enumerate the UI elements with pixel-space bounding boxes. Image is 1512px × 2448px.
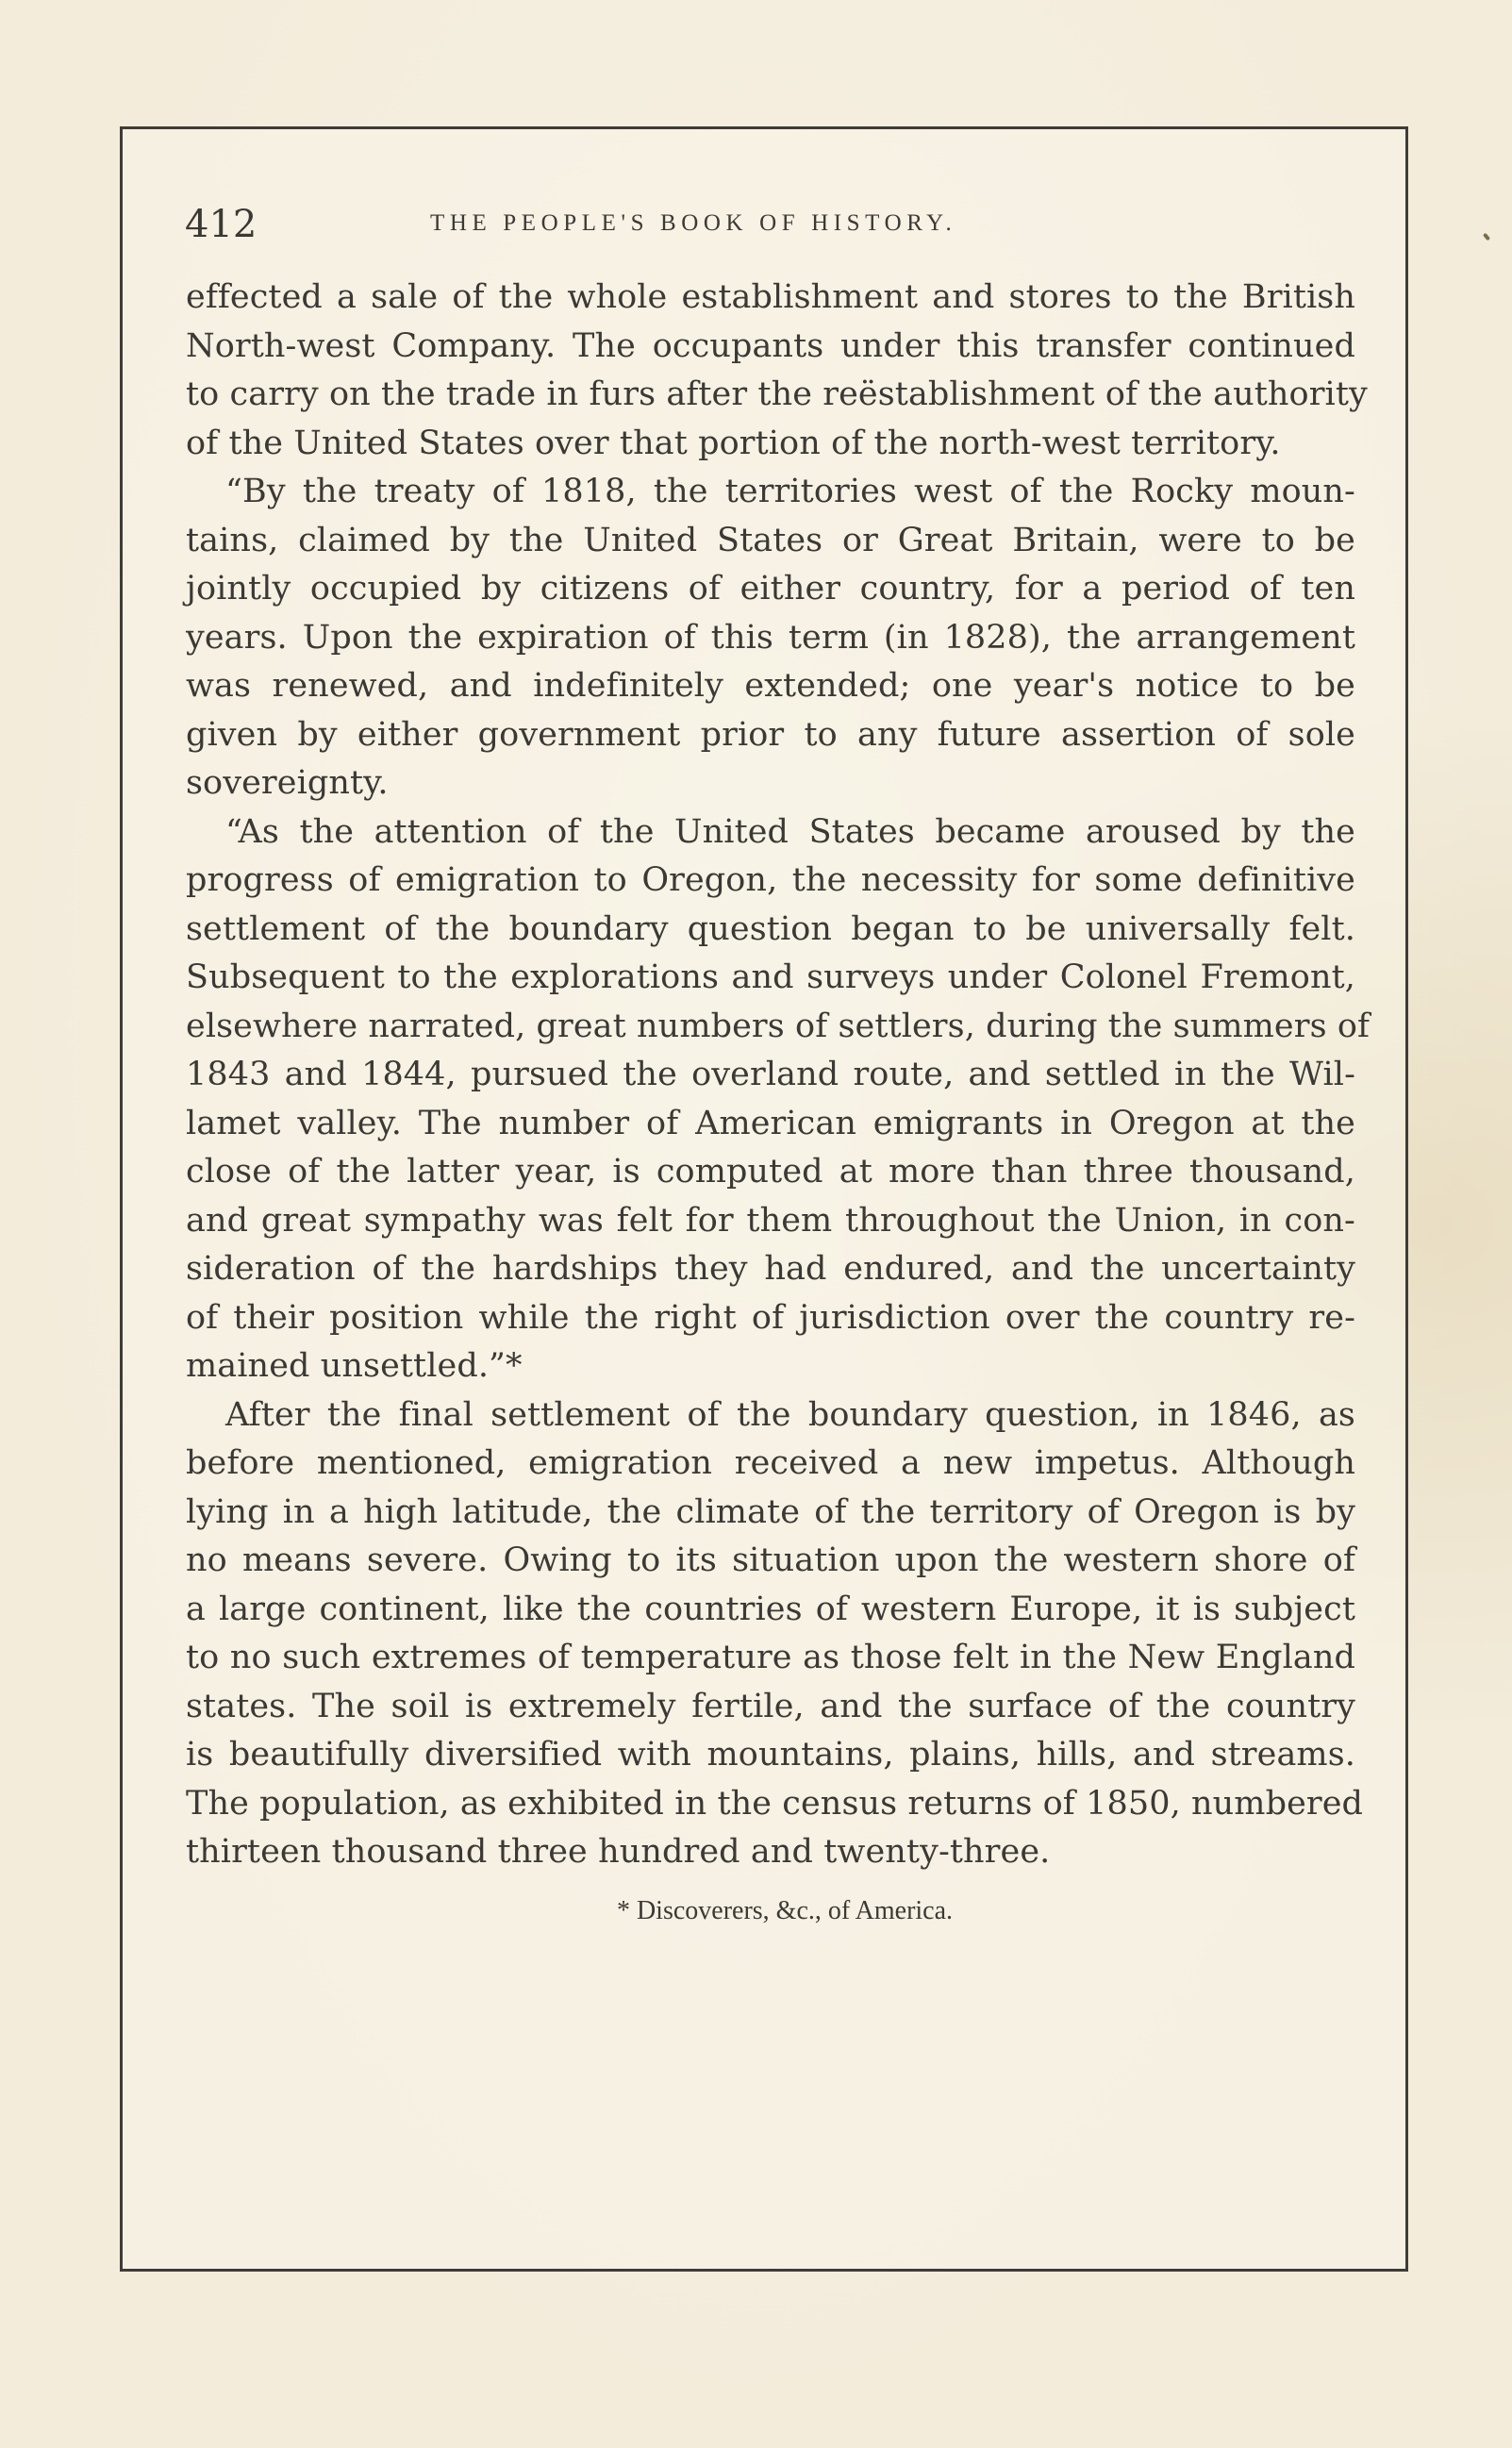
- paragraph: [186, 274, 1368, 468]
- paragraph: [186, 1391, 1364, 1877]
- text-line: “As the attention of the United States became aroused by the: [225, 812, 1355, 851]
- footnote: * Discoverers, &c., of America.: [616, 1896, 954, 1925]
- text-line: no means severe. Owing to its situation upon the western shore of: [186, 1541, 1355, 1579]
- text-line: a large continent, like the countries of western Europe, it is subject: [186, 1590, 1355, 1628]
- text-line: to carry on the trade in furs after the reëstablishment of the authority: [186, 375, 1368, 413]
- text-line: sovereignty.: [186, 764, 389, 802]
- text-line: given by either government prior to any future assertion of sole: [186, 715, 1355, 754]
- text-line: mained unsettled.”*: [186, 1347, 523, 1385]
- paragraph: [186, 468, 1355, 808]
- page-number: 412: [185, 203, 258, 246]
- text-line: The population, as exhibited in the census returns of 1850, numbered: [186, 1784, 1364, 1823]
- text-line: “By the treaty of 1818, the territories west of the Rocky moun-: [225, 473, 1355, 510]
- text-line: was renewed, and indefinitely extended; one year's notice to be: [186, 667, 1355, 705]
- body-text: [186, 274, 1371, 1877]
- text-line: thirteen thousand three hundred and twenty-three.: [186, 1833, 1051, 1871]
- text-line: jointly occupied by citizens of either country, for a period of ten: [186, 570, 1355, 608]
- text-line: lamet valley. The number of American emigrants in Oregon at the: [186, 1104, 1355, 1142]
- text-line: to no such extremes of temperature as those felt in the New England: [186, 1639, 1355, 1676]
- paragraph: [186, 808, 1371, 1391]
- text-line: progress of emigration to Oregon, the necessity for some definitive: [186, 861, 1355, 899]
- text-line: and great sympathy was felt for them throughout the Union, in con-: [186, 1201, 1355, 1240]
- text-line: states. The soil is extremely fertile, and the surface of the country: [186, 1687, 1355, 1725]
- text-line: Subsequent to the explorations and surveys under Colonel Fremont,: [186, 958, 1355, 996]
- text-line: before mentioned, emigration received a new impetus. Although: [186, 1444, 1355, 1482]
- text-line: sideration of the hardships they had endured, and the uncertainty: [186, 1250, 1355, 1288]
- running-head: THE PEOPLE'S BOOK OF HISTORY.: [430, 210, 957, 236]
- text-line: is beautifully diversified with mountains, plains, hills, and streams.: [186, 1736, 1355, 1774]
- paper-speck: [1483, 233, 1490, 241]
- text-line: of their position while the right of jurisdiction over the country re-: [186, 1298, 1355, 1337]
- text-line: close of the latter year, is computed at more than three thousand,: [186, 1153, 1355, 1191]
- text-line: After the final settlement of the boundary question, in 1846, as: [225, 1395, 1355, 1434]
- text-line: lying in a high latitude, the climate of the territory of Oregon is by: [186, 1492, 1355, 1531]
- text-line: tains, claimed by the United States or Great Britain, were to be: [186, 521, 1355, 559]
- text-line: of the United States over that portion of the north-west territory.: [186, 424, 1281, 462]
- text-line: years. Upon the expiration of this term (in 1828), the arrangement: [186, 618, 1355, 657]
- text-line: elsewhere narrated, great numbers of settlers, during the summers of: [186, 1007, 1371, 1045]
- text-line: effected a sale of the whole establishment and stores to the British: [186, 278, 1355, 316]
- text-line: North-west Company. The occupants under this transfer continued: [186, 326, 1355, 365]
- text-line: settlement of the boundary question began to be universally felt.: [186, 909, 1355, 948]
- text-line: 1843 and 1844, pursued the overland route, and settled in the Wil-: [186, 1056, 1355, 1093]
